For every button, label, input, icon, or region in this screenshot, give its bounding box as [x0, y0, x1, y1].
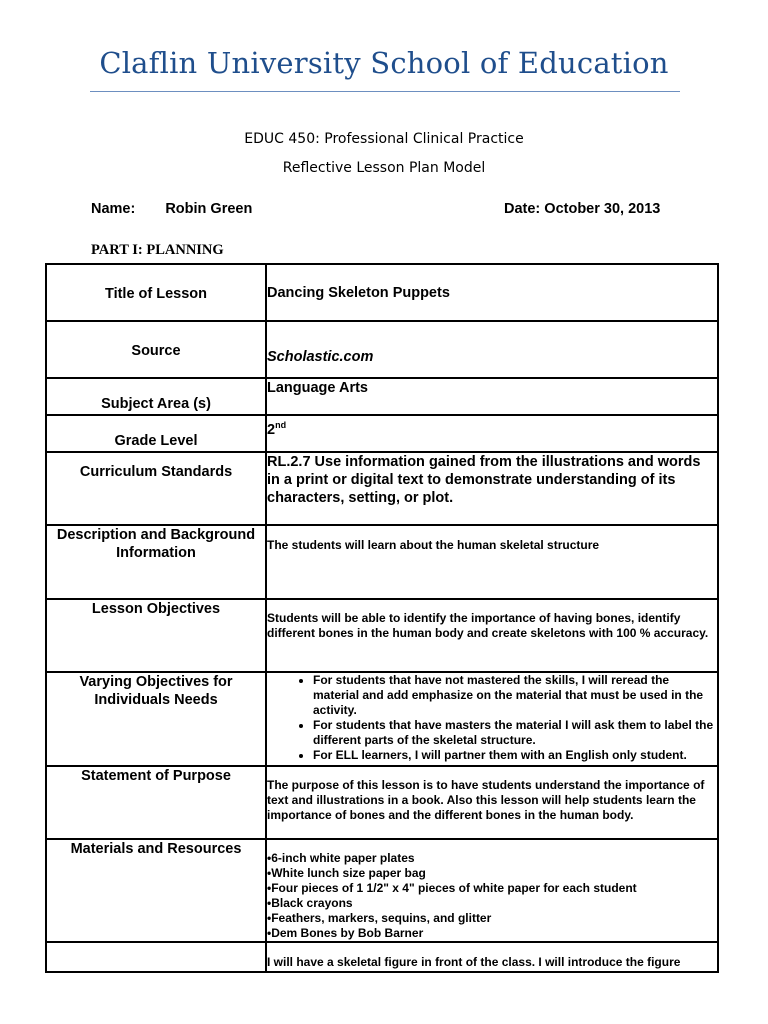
table-row — [46, 766, 718, 839]
value-cell — [266, 321, 718, 378]
label-cell — [46, 321, 266, 378]
materials-label: Materials and Resources — [70, 841, 242, 857]
label-cell — [46, 525, 266, 599]
grade-label: Grade Level — [114, 433, 198, 449]
title-value: Dancing Skeleton Puppets — [267, 285, 450, 301]
purpose-value: The purpose of this lesson is to have students understand the importance of text and illustrations in a book. Also this lesson will help students learn the importance of bones and the different bones in the human body. — [267, 778, 705, 822]
label-cell — [46, 452, 266, 525]
table-row — [46, 415, 718, 452]
subject-value: Language Arts — [267, 380, 368, 396]
last-value: I will have a skeletal figure in front of the class. I will introduce the figure — [267, 955, 681, 969]
list-item: • For students that have not mastered the skills, I will reread the material and add emphasize on the material that must be used in the activity. — [313, 673, 717, 718]
label-cell — [46, 415, 266, 452]
title-label: Title of Lesson — [104, 286, 208, 302]
table-row — [46, 378, 718, 415]
label-cell — [46, 264, 266, 321]
list-item: •Four pieces of 1 1/2" x 4" pieces of white paper for each student — [267, 881, 637, 895]
table-row — [46, 452, 718, 525]
description-value: The students will learn about the human skeletal structure — [267, 538, 600, 552]
name-value: Robin Green — [165, 201, 253, 217]
label-cell — [46, 672, 266, 766]
label-cell — [46, 942, 266, 972]
objectives-value: Students will be able to identify the importance of having bones, identify different bones in the human body and create skeletons with 100 % accuracy. — [267, 611, 709, 640]
subject-label: Subject Area (s) — [101, 396, 211, 412]
name-line — [91, 201, 252, 217]
label-cell — [46, 599, 266, 672]
course-title: EDUC 450: Professional Clinical Practice — [244, 131, 524, 147]
university-title: Claflin University School of Education — [99, 46, 669, 80]
varying-list — [267, 673, 717, 763]
description-label: Description and Background Information — [56, 527, 256, 561]
value-cell — [266, 525, 718, 599]
list-item: • For ELL learners, I will partner them with an English only student. — [313, 748, 717, 763]
materials-list — [267, 851, 717, 941]
source-label: Source — [131, 343, 181, 359]
table-row — [46, 672, 718, 766]
list-item: •Dem Bones by Bob Barner — [267, 926, 424, 940]
label-cell — [46, 766, 266, 839]
value-cell — [266, 839, 718, 942]
list-item: •Black crayons — [267, 896, 353, 910]
label-cell — [46, 839, 266, 942]
table-row — [46, 525, 718, 599]
varying-label: Varying Objectives for Individuals Needs — [79, 674, 233, 708]
grade-value: 2nd — [267, 420, 287, 438]
name-label: Name: — [91, 201, 136, 217]
source-value: Scholastic.com — [267, 349, 374, 365]
standards-value: RL.2.7 Use information gained from the illustrations and words in a print or digital text to demonstrate understanding of its characters, setting, or plot. — [267, 454, 701, 506]
list-item: •White lunch size paper bag — [267, 866, 426, 880]
table-row — [46, 264, 718, 321]
title-underline — [90, 91, 680, 92]
part-heading: PART I: PLANNING — [91, 242, 224, 258]
table-row — [46, 321, 718, 378]
value-cell — [266, 942, 718, 972]
model-title: Reflective Lesson Plan Model — [282, 160, 486, 176]
table-row — [46, 599, 718, 672]
value-cell — [266, 378, 718, 415]
purpose-label: Statement of Purpose — [81, 768, 231, 784]
standards-label: Curriculum Standards — [79, 464, 233, 480]
value-cell — [266, 599, 718, 672]
value-cell — [266, 766, 718, 839]
value-cell — [266, 264, 718, 321]
list-item: • For students that have masters the material I will ask them to label the different parts of the skeletal structure. — [313, 718, 717, 748]
lesson-plan-table — [45, 263, 719, 973]
date-line: Date: October 30, 2013 — [504, 201, 661, 217]
value-cell — [266, 672, 718, 766]
list-item: •6-inch white paper plates — [267, 851, 415, 865]
value-cell — [266, 415, 718, 452]
table-row — [46, 839, 718, 942]
list-item: •Feathers, markers, sequins, and glitter — [267, 911, 492, 925]
objectives-label: Lesson Objectives — [91, 601, 221, 617]
value-cell — [266, 452, 718, 525]
label-cell — [46, 378, 266, 415]
table-row — [46, 942, 718, 972]
